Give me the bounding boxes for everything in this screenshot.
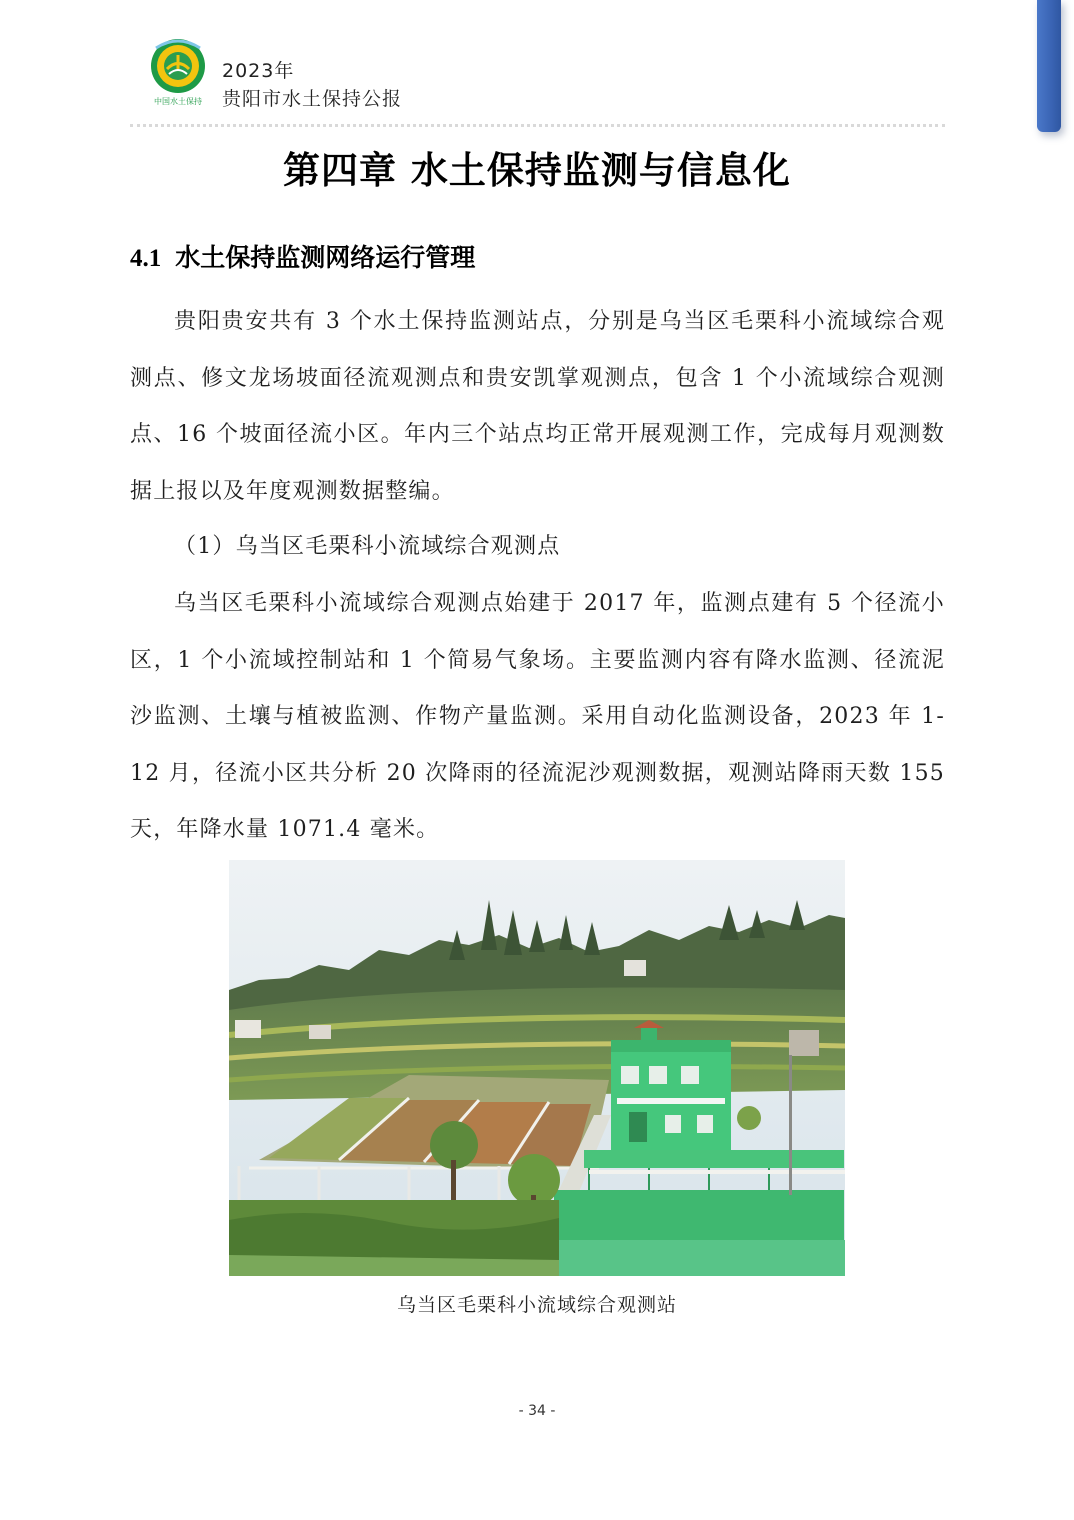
header-year: 2023年	[222, 60, 295, 82]
station-photo-illustration	[229, 860, 845, 1276]
chapter-title: 第四章 水土保持监测与信息化	[283, 149, 791, 192]
station-photo	[229, 860, 845, 1276]
side-tab-marker	[1037, 0, 1061, 132]
page-number: - 34 -	[518, 1403, 556, 1419]
subheading-station-1: （1）乌当区毛栗科小流域综合观测点	[174, 534, 561, 559]
header-title: 贵阳市水土保持公报	[222, 88, 403, 110]
svg-text:中国水土保持: 中国水土保持	[154, 97, 202, 106]
section-title: 水土保持监测网络运行管理	[175, 243, 476, 272]
header-divider	[130, 124, 945, 127]
section-heading	[130, 238, 475, 274]
soil-conservation-logo	[148, 38, 208, 108]
page-header	[148, 38, 948, 118]
body-paragraph-overview: 贵阳贵安共有 3 个水土保持监测站点，分别是乌当区毛栗科小流域综合观测点、修文龙场坡面径流观测点和贵安凯掌观测点，包含 1 个小流域综合观测点、16 个坡面径流小区。年内三个站点均正常开展观测工作，完成每月观测数据上报以及年度观测数据整编。	[130, 309, 945, 504]
figure-caption: 乌当区毛栗科小流域综合观测站	[396, 1294, 677, 1316]
section-number: 4.1	[130, 245, 162, 272]
body-paragraph-station-1: 乌当区毛栗科小流域综合观测点始建于 2017 年，监测点建有 5 个径流小区，1 个小流域控制站和 1 个简易气象场。主要监测内容有降水监测、径流泥沙监测、土壤与植被监测、作物产量监测。采用自动化监测设备，2023 年 1-12 月，径流小区共分析 20 次降雨的径流泥沙观测数据，观测站降雨天数 155 天，年降水量 1071.4 毫米。	[130, 591, 945, 842]
